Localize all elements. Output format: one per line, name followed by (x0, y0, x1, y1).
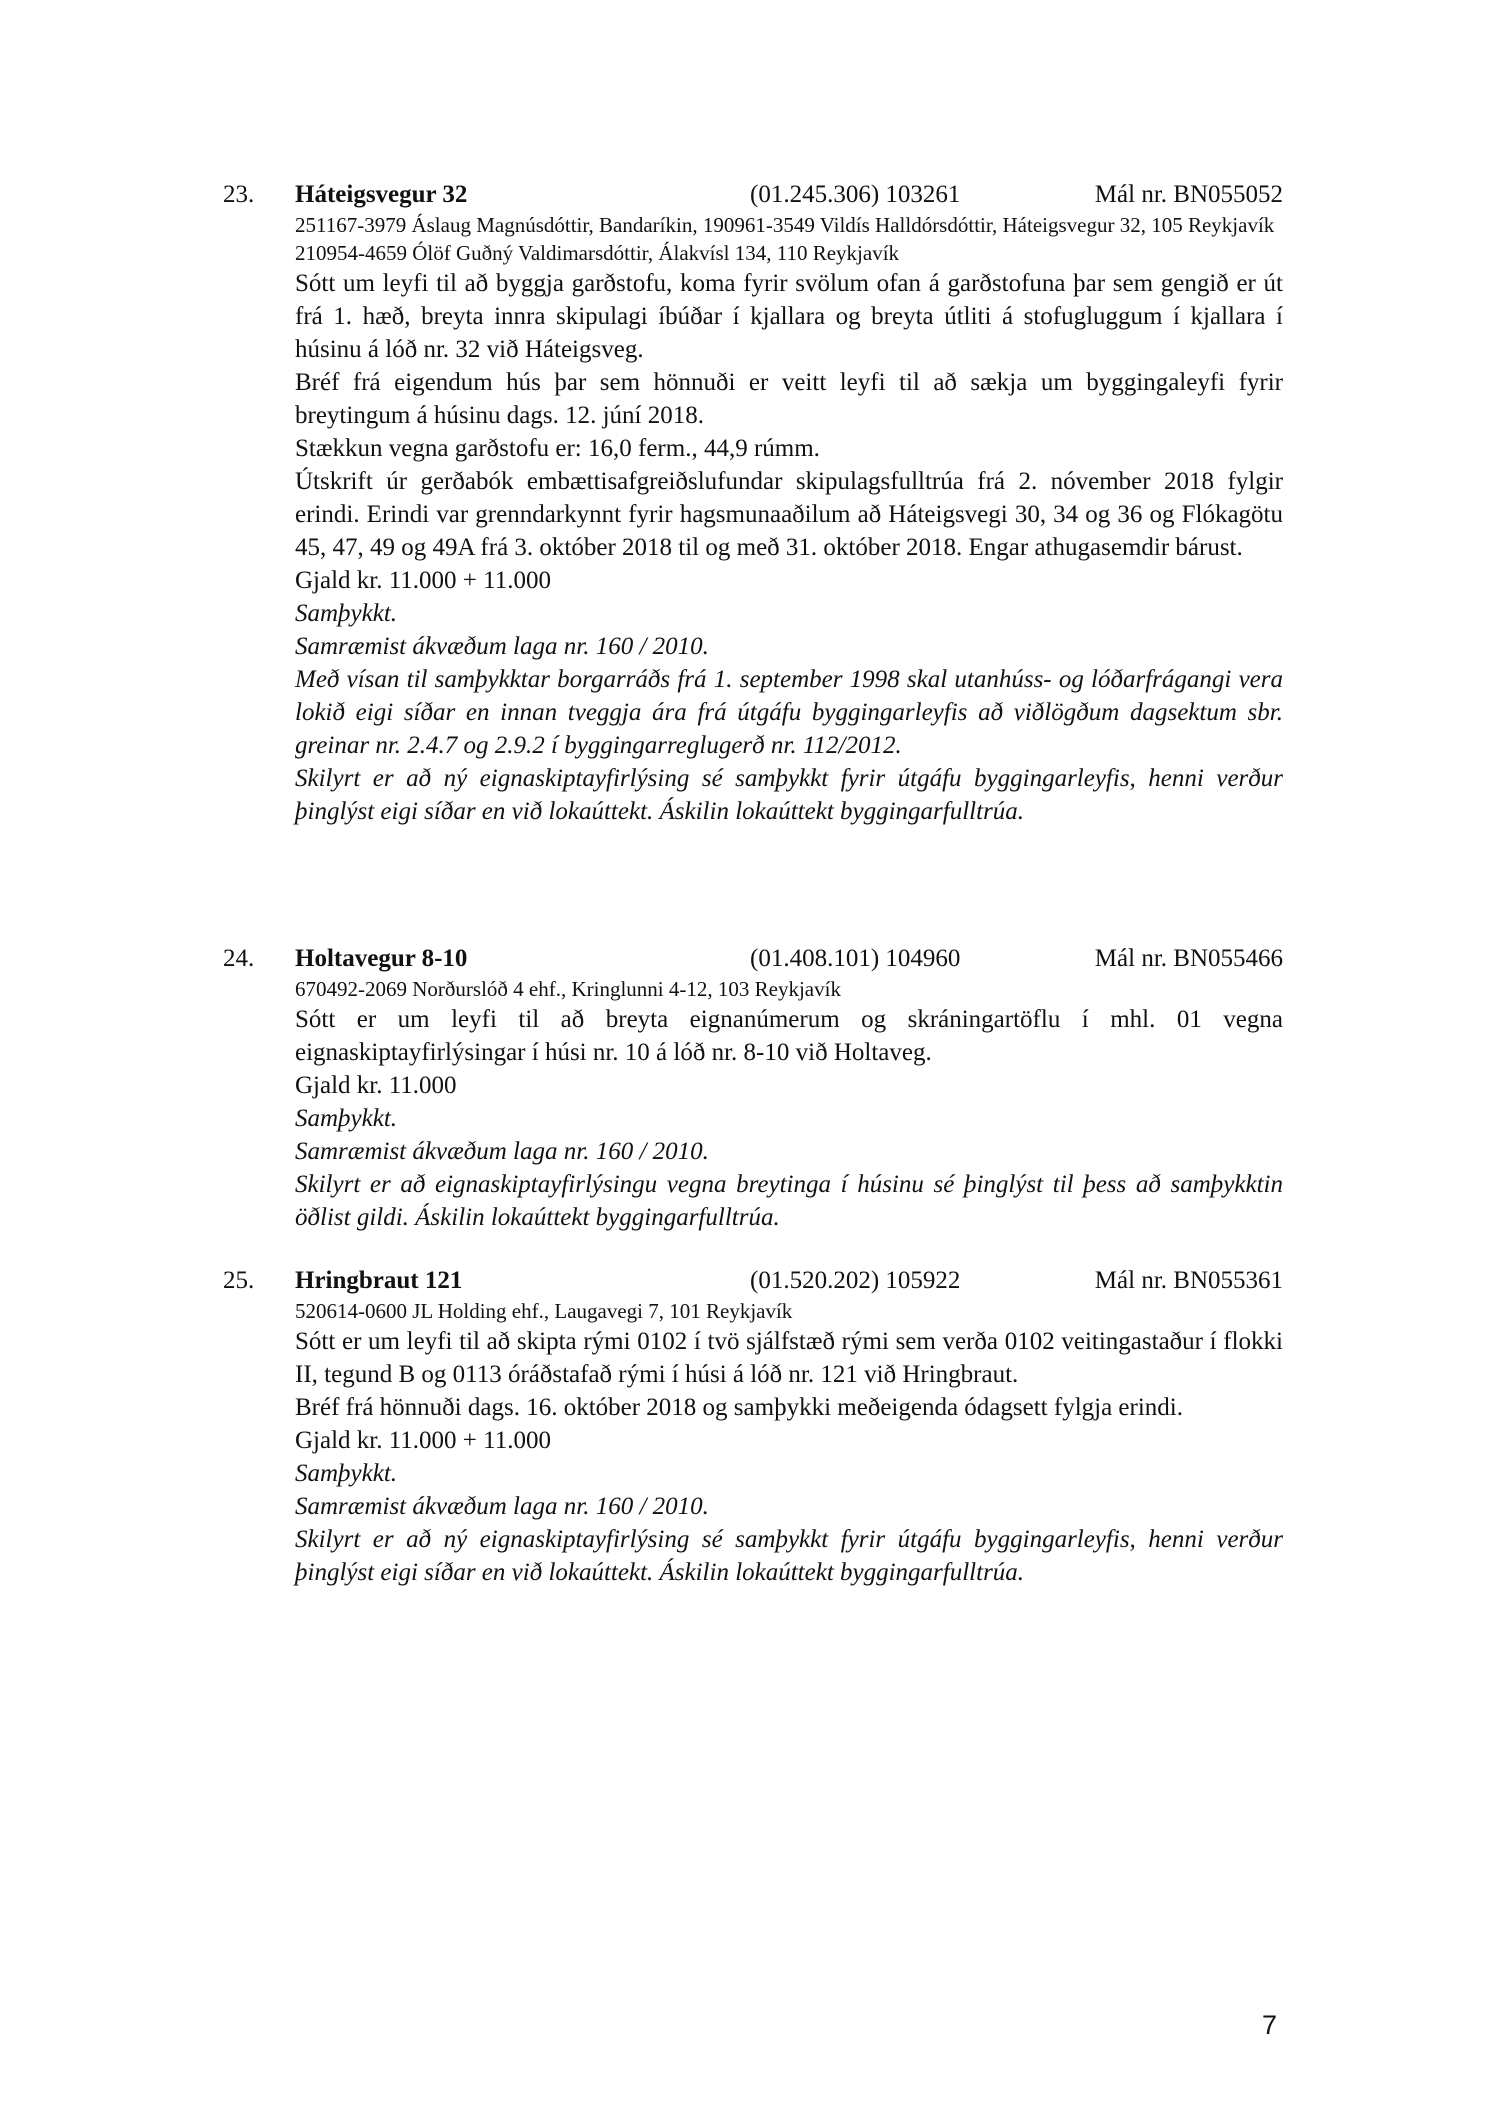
decision-line: Skilyrt er að eignaskiptayfirlýsingu vegna breytinga í húsinu sé þinglýst til þess að samþykktin öðlist gildi. Áskilin lokaúttekt byggingarfulltrúa. (295, 1171, 1283, 1231)
owner-line: 210954-4659 Ólöf Guðný Valdimarsdóttir, Álakvísl 134, 110 Reykjavík (295, 241, 900, 265)
decision-line: Skilyrt er að ný eignaskiptayfirlýsing sé samþykkt fyrir útgáfu byggingarleyfis, henni verður þinglýst eigi síðar en við lokaúttekt. Áskilin lokaúttekt byggingarfulltrúa. (295, 765, 1283, 825)
owner-line: 670492-2069 Norðurslóð 4 ehf., Kringlunni 4-12, 103 Reykjavík (295, 977, 841, 1001)
entry-23 (223, 179, 1283, 828)
description-paragraph: Sótt er um leyfi til að breyta eignanúmerum og skráningartöflu í mhl. 01 vegna eignaskiptayfirlýsingar í húsi nr. 10 á lóð nr. 8-10 við Holtaveg. (295, 1006, 1283, 1066)
decision-line: Samþykkt. (295, 1460, 398, 1487)
description-paragraph: Sótt um leyfi til að byggja garðstofu, koma fyrir svölum ofan á garðstofuna þar sem gengið er út frá 1. hæð, breyta innra skipulagi íbúðar í kjallara og breyta útliti á stofugluggum í kjallara í húsinu á lóð nr. 32 við Háteigsveg. (295, 270, 1283, 363)
entry-number: 25. (223, 1267, 255, 1294)
decision-line: Samræmist ákvæðum laga nr. 160 / 2010. (295, 633, 709, 660)
entry-case-number: Mál nr. BN055466 (1094, 945, 1283, 972)
description-paragraph: Útskrift úr gerðabók embættisafgreiðslufundar skipulagsfulltrúa frá 2. nóvember 2018 fylgir erindi. Erindi var grenndarkynnt fyrir hagsmunaaðilum að Háteigsvegi 30, 34 og 36 og Flókagötu 45, 47, 49 og 49A frá 3. október 2018 til og með 31. október 2018. Engar athugasemdir bárust. (295, 468, 1283, 561)
entry-body (295, 1297, 1283, 1589)
decision-line: Samræmist ákvæðum laga nr. 160 / 2010. (295, 1493, 709, 1520)
fee-line: Gjald kr. 11.000 + 11.000 (295, 1427, 551, 1454)
entry-body (295, 211, 1283, 828)
entry-case-number: Mál nr. BN055052 (1094, 181, 1283, 208)
decision-line: Samræmist ákvæðum laga nr. 160 / 2010. (295, 1138, 709, 1165)
owner-line: 251167-3979 Áslaug Magnúsdóttir, Bandaríkin, 190961-3549 Vildís Halldórsdóttir, Háteigsvegur 32, 105 Reykjavík (295, 213, 1275, 237)
owner-line: 520614-0600 JL Holding ehf., Laugavegi 7, 101 Reykjavík (295, 1299, 793, 1323)
entry-land-id: (01.408.101) 104960 (750, 945, 961, 972)
description-paragraph: Bréf frá hönnuði dags. 16. október 2018 og samþykki meðeigenda ódagsett fylgja erindi. (295, 1394, 1183, 1421)
fee-line: Gjald kr. 11.000 (295, 1072, 457, 1099)
entry-header (223, 1265, 1283, 1297)
entry-address: Holtavegur 8-10 (295, 945, 468, 972)
page-number: 7 (1262, 2010, 1278, 2040)
entry-24 (223, 943, 1283, 1234)
decision-line: Með vísan til samþykktar borgarráðs frá 1. september 1998 skal utanhúss- og lóðarfrágangi vera lokið eigi síðar en innan tveggja ára frá útgáfu byggingarleyfis að viðlögðum dagsektum sbr. greinar nr. 2.4.7 og 2.9.2 í byggingarreglugerð nr. 112/2012. (295, 666, 1283, 759)
entry-land-id: (01.520.202) 105922 (750, 1267, 961, 1294)
entry-25 (223, 1265, 1283, 1589)
decision-line: Samþykkt. (295, 1105, 398, 1132)
entry-header (223, 943, 1283, 975)
description-paragraph: Sótt er um leyfi til að skipta rými 0102 í tvö sjálfstæð rými sem verða 0102 veitingastaður í flokki II, tegund B og 0113 óráðstafað rými í húsi á lóð nr. 121 við Hringbraut. (295, 1328, 1283, 1388)
fee-line: Gjald kr. 11.000 + 11.000 (295, 567, 551, 594)
entry-body (295, 975, 1283, 1234)
description-paragraph: Bréf frá eigendum hús þar sem hönnuði er veitt leyfi til að sækja um byggingaleyfi fyrir breytingum á húsinu dags. 12. júní 2018. (295, 369, 1283, 429)
entry-number: 24. (223, 945, 255, 972)
entry-address: Háteigsvegur 32 (295, 181, 468, 208)
entry-number: 23. (223, 181, 255, 208)
decision-line: Samþykkt. (295, 600, 398, 627)
entry-land-id: (01.245.306) 103261 (750, 181, 961, 208)
description-paragraph: Stækkun vegna garðstofu er: 16,0 ferm., 44,9 rúmm. (295, 435, 820, 462)
decision-line: Skilyrt er að ný eignaskiptayfirlýsing sé samþykkt fyrir útgáfu byggingarleyfis, henni verður þinglýst eigi síðar en við lokaúttekt. Áskilin lokaúttekt byggingarfulltrúa. (295, 1526, 1283, 1586)
entry-address: Hringbraut 121 (295, 1267, 463, 1294)
entry-header (223, 179, 1283, 211)
entry-case-number: Mál nr. BN055361 (1094, 1267, 1283, 1294)
